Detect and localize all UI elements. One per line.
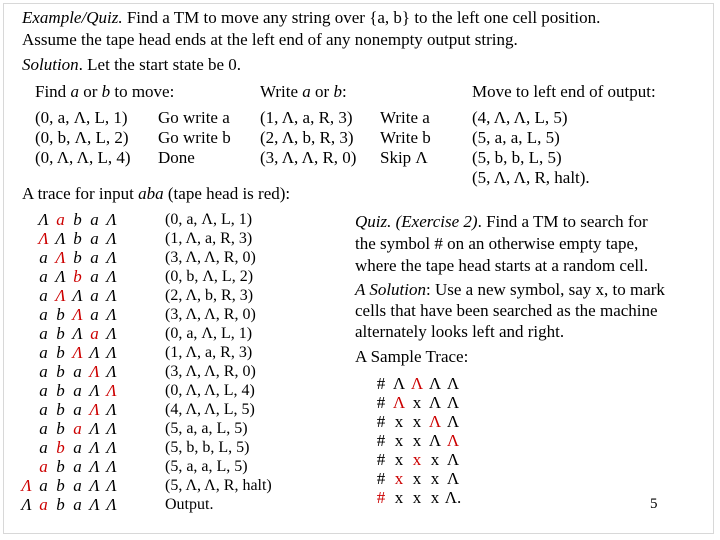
tape-cell: a	[90, 229, 99, 248]
sample-trace-row	[372, 469, 462, 488]
trace-step: (5, a, a, L, 5)	[165, 420, 248, 437]
tape-cell: x	[430, 488, 440, 507]
tape-head-cell: a	[39, 457, 48, 476]
tape-cell: b	[56, 476, 65, 495]
trace-title-suffix: (tape head is red):	[163, 184, 291, 203]
quiz-solution-label: A Solution	[355, 280, 426, 299]
tape-cell: #	[376, 450, 386, 469]
trace-row	[18, 324, 120, 343]
tape-cell: Λ	[106, 286, 117, 305]
find-comment-2: Go write b	[158, 128, 231, 147]
sample-trace-row	[372, 488, 462, 507]
trace-step: Output.	[165, 496, 214, 513]
find-instr-3: (0, Λ, Λ, L, 4)	[35, 148, 131, 167]
tape-cell: Λ	[446, 450, 460, 469]
find-header-mid: or	[78, 82, 102, 101]
move-instr-2: (5, a, a, L, 5)	[472, 128, 560, 147]
write-comment-2: Write b	[380, 128, 431, 147]
tape-head-cell: Λ	[410, 374, 424, 393]
tape-cell: Λ	[89, 457, 100, 476]
tape-cell: a	[73, 476, 82, 495]
tape-cell: b	[56, 457, 65, 476]
quiz-line-5: cells that have been searched as the machine	[355, 301, 658, 320]
tape-cell: Λ	[106, 305, 117, 324]
trace-step: (0, a, Λ, L, 1)	[165, 325, 253, 342]
move-instr-3: (5, b, b, L, 5)	[472, 148, 562, 167]
quiz-label: Quiz. (Exercise 2)	[355, 212, 478, 231]
move-instr-4: (5, Λ, Λ, R, halt).	[472, 168, 590, 187]
tape-cell: a	[90, 286, 99, 305]
write-instr-1: (1, Λ, a, R, 3)	[260, 108, 353, 127]
tape-head-cell: a	[73, 419, 82, 438]
tape-cell: Λ	[106, 229, 117, 248]
tape-head-cell: Λ	[89, 400, 100, 419]
sample-trace-title: A Sample Trace:	[355, 347, 469, 366]
intro-line-3	[22, 55, 241, 75]
quiz-text-1: . Find a TM to search for	[477, 212, 648, 231]
tape-cell: a	[39, 381, 48, 400]
tape-head-cell: b	[56, 438, 65, 457]
find-comment-1: Go write a	[158, 108, 230, 127]
tape-head-cell: a	[90, 324, 99, 343]
tape-head-cell: Λ	[38, 229, 49, 248]
tape-cell: Λ	[106, 267, 117, 286]
tape-cell: Λ	[89, 343, 100, 362]
tape-cell: a	[39, 267, 48, 286]
tape-cell: a	[39, 248, 48, 267]
tape-cell: x	[412, 488, 422, 507]
tape-cell: a	[90, 267, 99, 286]
write-instr-2: (2, Λ, b, R, 3)	[260, 128, 354, 147]
tape-cell: b	[56, 419, 65, 438]
trace-row	[18, 400, 120, 419]
trace-step: (2, Λ, b, R, 3)	[165, 287, 254, 304]
tape-cell: Λ	[106, 210, 117, 229]
tape-cell: #	[376, 393, 386, 412]
write-comment-1: Write a	[380, 108, 430, 127]
tape-cell: a	[39, 343, 48, 362]
tape-cell: Λ	[446, 393, 460, 412]
trace-step: (3, Λ, Λ, R, 0)	[165, 363, 256, 380]
tape-cell: Λ	[72, 324, 83, 343]
trace-step: (1, Λ, a, R, 3)	[165, 230, 253, 247]
tape-cell: x	[412, 431, 422, 450]
write-header	[260, 82, 347, 102]
trace-title-prefix: A trace for input	[22, 184, 139, 203]
write-header-b: b	[333, 82, 342, 101]
tape-head-cell: x	[412, 450, 422, 469]
tape-cell: #	[376, 431, 386, 450]
tape-cell: Λ	[106, 457, 117, 476]
find-instr-2: (0, b, Λ, L, 2)	[35, 128, 129, 147]
tape-cell: a	[73, 438, 82, 457]
tape-cell: a	[39, 286, 48, 305]
quiz-line-6: alternately looks left and right.	[355, 322, 565, 341]
tape-cell: a	[39, 400, 48, 419]
sample-trace-row	[372, 393, 462, 412]
tape-head-cell: #	[376, 488, 386, 507]
tape-head-cell: a	[39, 495, 48, 514]
page-number: 5	[650, 496, 658, 512]
move-instr-1: (4, Λ, Λ, L, 5)	[472, 108, 568, 127]
find-header-suffix: to move:	[110, 82, 175, 101]
find-header-b: b	[101, 82, 111, 101]
tape-cell: Λ	[89, 476, 100, 495]
intro-line-2: Assume the tape head ends at the left end of any nonempty output string.	[22, 30, 518, 49]
tape-cell: Λ	[106, 362, 117, 381]
trace-step: (3, Λ, Λ, R, 0)	[165, 249, 256, 266]
tape-cell: b	[56, 324, 65, 343]
trace-row	[18, 457, 120, 476]
tape-cell: Λ	[72, 286, 83, 305]
tape-cell: x	[412, 469, 422, 488]
tape-cell: Λ	[106, 400, 117, 419]
quiz-line-1	[355, 212, 648, 232]
tape-cell: Λ	[106, 324, 117, 343]
tape-cell: Λ	[89, 495, 100, 514]
tape-cell: x	[394, 412, 404, 431]
tape-cell: x	[394, 450, 404, 469]
quiz-line-2: the symbol # on an otherwise empty tape,	[355, 234, 639, 253]
trace-step: (4, Λ, Λ, L, 5)	[165, 401, 255, 418]
tape-cell: Λ	[428, 374, 442, 393]
tape-cell: b	[56, 400, 65, 419]
tape-cell: Λ	[55, 229, 66, 248]
tape-cell: a	[39, 419, 48, 438]
quiz-line-3: where the tape head starts at a random cell.	[355, 256, 649, 275]
intro-example-label: Example/Quiz.	[22, 8, 123, 27]
tape-cell: x	[430, 450, 440, 469]
sample-trace-row	[372, 412, 462, 431]
tape-cell: Λ	[89, 419, 100, 438]
tape-cell: Λ	[106, 419, 117, 438]
trace-row	[18, 248, 120, 267]
trace-row	[18, 343, 120, 362]
tape-cell: Λ	[446, 412, 460, 431]
trace-step: (5, b, b, L, 5)	[165, 439, 250, 456]
tape-cell: Λ	[106, 476, 117, 495]
tape-head-cell: x	[394, 469, 404, 488]
tape-cell: a	[73, 362, 82, 381]
trace-row	[18, 210, 120, 229]
tape-cell: b	[56, 381, 65, 400]
tape-cell: b	[56, 495, 65, 514]
tape-head-cell: Λ	[392, 393, 406, 412]
trace-step: (5, Λ, Λ, R, halt)	[165, 477, 272, 494]
solution-label: Solution	[22, 55, 79, 74]
intro-line-1	[22, 8, 600, 28]
trace-row	[18, 305, 120, 324]
write-instr-3: (3, Λ, Λ, R, 0)	[260, 148, 357, 167]
trace-row	[18, 476, 120, 495]
tape-cell: a	[39, 324, 48, 343]
tape-cell: b	[56, 362, 65, 381]
sample-trace-row	[372, 431, 462, 450]
intro-text-1: Find a TM to move any string over {a, b} to the left one cell position.	[126, 8, 601, 27]
tape-cell: Λ	[89, 381, 100, 400]
trace-step: (0, b, Λ, L, 2)	[165, 268, 254, 285]
write-header-mid: or	[310, 82, 334, 101]
tape-cell: b	[73, 210, 82, 229]
tape-cell: b	[56, 305, 65, 324]
tape-cell: x	[394, 488, 404, 507]
trace-step: (1, Λ, a, R, 3)	[165, 344, 253, 361]
tape-cell: Λ	[106, 343, 117, 362]
tape-cell: a	[39, 438, 48, 457]
quiz-line-4	[355, 280, 665, 300]
trace-step: (0, Λ, Λ, L, 4)	[165, 382, 255, 399]
tape-cell: a	[90, 305, 99, 324]
tape-cell: Λ	[106, 248, 117, 267]
trace-title	[22, 184, 290, 204]
tape-cell: b	[73, 229, 82, 248]
solution-text: . Let the start state be 0.	[78, 55, 242, 74]
trace-step: (0, a, Λ, L, 1)	[165, 211, 253, 228]
tape-cell: b	[73, 248, 82, 267]
tape-head-cell: Λ	[72, 343, 83, 362]
quiz-text-4: : Use a new symbol, say x, to mark	[426, 280, 665, 299]
tape-cell: a	[90, 248, 99, 267]
trace-step: (5, a, a, L, 5)	[165, 458, 248, 475]
tape-cell: Λ	[446, 374, 460, 393]
trace-row	[18, 267, 120, 286]
tape-cell: a	[39, 476, 48, 495]
tape-cell: a	[73, 400, 82, 419]
write-header-prefix: Write	[260, 82, 303, 101]
tape-cell: Λ	[446, 469, 460, 488]
tape-cell: a	[90, 210, 99, 229]
find-comment-3: Done	[158, 148, 195, 167]
trace-row	[18, 438, 120, 457]
find-header-prefix: Find	[35, 82, 71, 101]
tape-cell: b	[56, 343, 65, 362]
trace-row	[18, 419, 120, 438]
tape-cell: #	[376, 374, 386, 393]
tape-cell: #	[376, 469, 386, 488]
find-instr-1: (0, a, Λ, L, 1)	[35, 108, 128, 127]
sample-trace-row	[372, 374, 462, 393]
tape-cell: x	[412, 393, 422, 412]
trace-title-input: aba	[138, 184, 164, 203]
tape-head-cell: Λ	[446, 431, 460, 450]
tape-cell: a	[73, 381, 82, 400]
tape-cell: Λ	[428, 431, 442, 450]
find-header-a: a	[70, 82, 79, 101]
tape-head-cell: Λ	[89, 362, 100, 381]
tape-head-cell: Λ	[55, 248, 66, 267]
trace-row	[18, 286, 120, 305]
tape-cell: x	[412, 412, 422, 431]
tape-head-cell: Λ	[55, 286, 66, 305]
find-header	[35, 82, 174, 102]
tape-cell: Λ.	[444, 488, 462, 507]
trace-row	[18, 229, 120, 248]
write-comment-3: Skip Λ	[380, 148, 428, 167]
tape-cell: Λ	[106, 438, 117, 457]
tape-cell: x	[394, 431, 404, 450]
tape-head-cell: Λ	[21, 476, 32, 495]
tape-head-cell: Λ	[72, 305, 83, 324]
tape-cell: Λ	[392, 374, 406, 393]
tape-cell: #	[376, 412, 386, 431]
tape-head-cell: Λ	[106, 381, 117, 400]
tape-cell: Λ	[89, 438, 100, 457]
tape-cell: Λ	[21, 495, 32, 514]
trace-step: (3, Λ, Λ, R, 0)	[165, 306, 256, 323]
write-header-suffix: :	[341, 82, 347, 101]
trace-row	[18, 495, 120, 514]
tape-cell: x	[430, 469, 440, 488]
tape-cell: Λ	[428, 393, 442, 412]
tape-cell: Λ	[106, 495, 117, 514]
trace-row	[18, 362, 120, 381]
tape-cell: a	[73, 457, 82, 476]
move-header: Move to left end of output:	[472, 82, 656, 101]
tape-head-cell: b	[73, 267, 82, 286]
tape-cell: a	[73, 495, 82, 514]
trace-row	[18, 381, 120, 400]
tape-cell: a	[39, 362, 48, 381]
tape-cell: a	[39, 305, 48, 324]
tape-cell: Λ	[38, 210, 49, 229]
write-header-a: a	[302, 82, 311, 101]
tape-head-cell: a	[56, 210, 65, 229]
tape-cell: Λ	[55, 267, 66, 286]
sample-trace-row	[372, 450, 462, 469]
tape-head-cell: Λ	[428, 412, 442, 431]
